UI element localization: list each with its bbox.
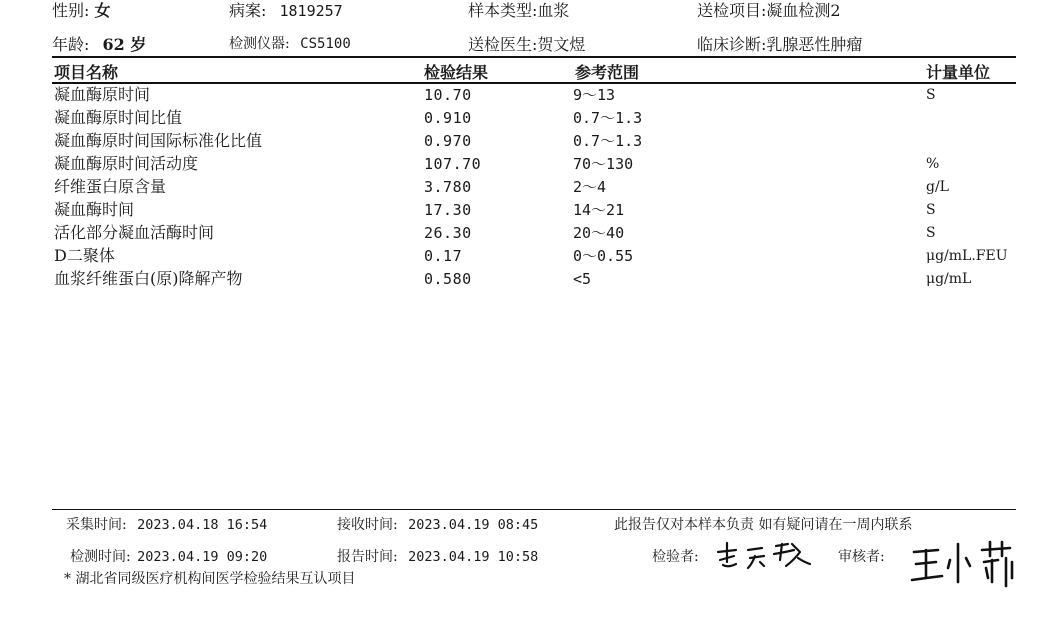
col-header-result: 检验结果	[424, 63, 489, 82]
mutual-recognition-note: * 湖北省同级医疗机构间医学检验结果互认项目	[64, 571, 356, 587]
col-header-unit: 计量单位	[926, 63, 991, 82]
item-name: 凝血酶时间	[54, 200, 135, 219]
item-name: 凝血酶原时间比值	[54, 108, 183, 127]
age-value: 62 岁	[102, 35, 147, 54]
diagnosis-label: 临床诊断:	[697, 35, 767, 54]
item-unit: %	[926, 156, 940, 172]
col-header-reference: 参考范围	[575, 63, 640, 82]
item-result: 3.780	[424, 178, 472, 196]
table-row	[0, 246, 1049, 269]
item-result: 10.70	[424, 86, 472, 104]
sample-type-label: 样本类型:	[468, 1, 538, 20]
item-unit: μg/mL.FEU	[926, 248, 1008, 264]
sample-type-value: 血浆	[537, 1, 570, 20]
table-row	[0, 200, 1049, 223]
diagnosis-field	[697, 32, 862, 55]
item-reference: 20～40	[573, 224, 625, 242]
disclaimer: 此报告仅对本样本负责 如有疑问请在一周内联系	[614, 517, 913, 533]
item-unit: S	[926, 225, 936, 241]
test-time	[70, 546, 267, 566]
doctor-label: 送检医生:	[468, 35, 538, 54]
report-time-label: 报告时间:	[337, 549, 398, 565]
table-row	[0, 108, 1049, 131]
sample-type-field	[468, 0, 569, 21]
gender-value: 女	[94, 1, 111, 20]
receive-time-label: 接收时间:	[337, 517, 398, 533]
item-reference: 70～130	[573, 155, 634, 173]
item-name: 血浆纤维蛋白(原)降解产物	[54, 269, 243, 288]
table-row	[0, 154, 1049, 177]
test-time-label: 检测时间:	[70, 549, 131, 565]
item-reference: 0～0.55	[573, 247, 634, 265]
footer-divider	[52, 509, 1016, 510]
instrument-field	[229, 33, 351, 53]
age-label: 年龄:	[52, 35, 90, 54]
item-unit: g/L	[926, 179, 949, 195]
column-header-divider	[52, 82, 1016, 84]
collect-time	[66, 514, 267, 534]
instrument-label: 检测仪器:	[229, 36, 290, 52]
receive-time-value: 2023.04.19 08:45	[408, 517, 539, 533]
item-reference: 14～21	[573, 201, 625, 219]
item-result: 107.70	[424, 155, 482, 173]
doctor-field	[468, 32, 585, 55]
instrument-value: CS5100	[300, 36, 351, 52]
item-result: 26.30	[424, 224, 472, 242]
gender-field	[52, 0, 111, 21]
item-reference: 0.7～1.3	[573, 109, 643, 127]
table-row	[0, 177, 1049, 200]
item-name: 凝血酶原时间国际标准化比值	[54, 131, 263, 150]
reviewer-label: 审核者:	[838, 549, 885, 565]
test-item-value: 凝血检测2	[766, 1, 841, 20]
item-unit: S	[926, 87, 936, 103]
gender-label: 性别:	[52, 1, 90, 20]
doctor-value: 贺文煜	[537, 35, 586, 54]
item-unit: S	[926, 202, 936, 218]
case-label: 病案:	[229, 1, 267, 20]
table-row	[0, 223, 1049, 246]
table-row	[0, 269, 1049, 292]
item-name: 纤维蛋白原含量	[54, 177, 167, 196]
report-time	[337, 546, 538, 566]
item-reference: 9～13	[573, 86, 616, 104]
item-reference: 0.7～1.3	[573, 132, 643, 150]
item-name: 活化部分凝血活酶时间	[54, 223, 215, 242]
item-result: 0.580	[424, 270, 472, 288]
item-unit: μg/mL	[926, 271, 972, 287]
item-result: 0.17	[424, 247, 463, 265]
item-result: 0.910	[424, 109, 472, 127]
item-reference: 2～4	[573, 178, 607, 196]
case-value: 1819257	[279, 2, 343, 20]
collect-time-value: 2023.04.18 16:54	[137, 517, 268, 533]
diagnosis-value: 乳腺恶性肿瘤	[766, 35, 863, 54]
test-time-value: 2023.04.19 09:20	[137, 549, 268, 565]
collect-time-label: 采集时间:	[66, 517, 127, 533]
item-result: 0.970	[424, 132, 472, 150]
item-result: 17.30	[424, 201, 472, 219]
inspector-label: 检验者:	[652, 549, 699, 565]
inspector-signature	[714, 538, 818, 578]
table-row	[0, 131, 1049, 154]
case-field	[229, 0, 343, 21]
item-name: D二聚体	[54, 246, 115, 265]
reviewer-signature	[908, 538, 1020, 596]
test-item-field	[697, 0, 841, 21]
item-reference: <5	[573, 270, 592, 288]
header-divider	[52, 56, 1016, 58]
age-field	[52, 32, 146, 55]
test-item-label: 送检项目:	[697, 1, 767, 20]
item-name: 凝血酶原时间	[54, 85, 151, 104]
col-header-name: 项目名称	[54, 63, 119, 82]
table-row	[0, 85, 1049, 108]
receive-time	[337, 514, 538, 534]
report-time-value: 2023.04.19 10:58	[408, 549, 539, 565]
item-name: 凝血酶原时间活动度	[54, 154, 199, 173]
